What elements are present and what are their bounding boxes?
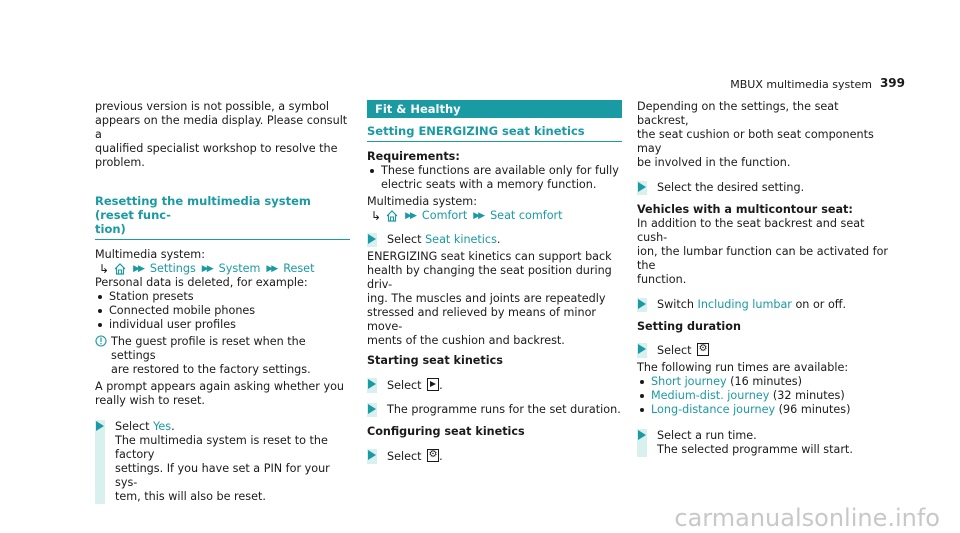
step-arrow-icon [638,299,646,309]
option-short-journey: Short journey [651,375,727,388]
page-number: 399 [879,76,905,90]
prompt-line: really wish to reset. [95,394,205,407]
chevron-right-icon: ▶▶ [266,264,277,274]
step-text: Select [657,344,696,357]
option-medium-journey: Medium-dist. journey [651,389,770,402]
body-line: ing. The muscles and joints are repeatedly [367,292,606,305]
configuring-heading: Configuring seat kinetics [367,425,525,438]
chevron-right-icon: ▶▶ [405,211,415,221]
menu-path [367,209,622,223]
step-line [387,449,622,464]
step-line [657,343,892,358]
path-arrow-icon: ↳ [99,262,110,276]
list-item: individual user profiles [95,318,350,332]
step-text: . [439,379,443,392]
personal-data-text: Personal data is deleted, for example: [95,276,308,289]
step-line: The programme runs for the set duration. [387,403,621,416]
intro-line: be involved in the function. [637,156,791,169]
step [367,449,622,464]
run-time-list [637,375,892,417]
requirements-list [367,164,622,192]
list-item [367,164,622,192]
intro-line: qualified specialist workshop to resolve the [95,142,338,155]
column-1 [95,100,350,504]
intro-line: appears on the media display. Please consult a [95,114,348,141]
reset-heading [95,194,350,240]
step-body-line: The selected programme will start. [657,443,853,456]
body-line: In addition to the seat backrest and seat cush- [637,217,865,244]
reset-heading-line: Resetting the multimedia system (reset func- [95,194,311,222]
req-line: These functions are available only for fully [381,164,619,177]
body-line: stressed and relieved by means of minor move- [367,306,597,333]
step-arrow-icon [368,379,376,389]
energizing-heading: Setting ENERGIZING seat kinetics [367,124,622,142]
body-line: ENERGIZING seat kinetics can support back [367,250,612,263]
settings-gear-icon: ⚙ [698,343,708,354]
path-label: Multimedia system: [367,195,477,208]
step-arrow-icon [638,344,646,354]
list-item [637,403,892,417]
option-detail: (32 minutes) [769,389,845,402]
column-3 [637,100,892,457]
list-item: Station presets [95,290,350,304]
step-arrow-icon [368,234,376,244]
option-seat-kinetics: Seat kinetics [425,233,497,246]
body-line: ion, the lumbar function can be activated for the [637,245,889,272]
step-text: Select [115,420,154,433]
step [637,298,892,312]
note-line: are restored to the factory settings. [111,363,311,376]
step-text: . [496,233,501,246]
step-line [657,298,892,312]
note [95,335,350,377]
list-item: Connected mobile phones [95,304,350,318]
duration-heading: Setting duration [637,320,741,333]
prompt-line: A prompt appears again asking whether you [95,380,345,393]
home-icon [113,262,127,276]
step-text: . [439,450,443,463]
step-arrow-icon [638,430,646,440]
body-line: ments of the cushion and backrest. [367,334,565,347]
step-line [115,420,350,434]
option-yes: Yes [153,420,172,433]
step-body-line: The multimedia system is reset to the factory [115,434,328,461]
step-line [387,233,622,247]
run-times-intro: The following run times are available: [637,361,849,374]
section-bar: Fit & Healthy [367,100,622,118]
running-header-title: MBUX multimedia system [730,78,872,91]
step [95,420,350,504]
body-line: function. [637,273,687,286]
chevron-right-icon: ▶▶ [133,264,143,274]
step-text: Select [387,233,426,246]
path-item-settings: Settings [149,262,196,275]
step [637,181,892,195]
step-line: Select the desired setting. [657,181,805,194]
option-including-lumbar: Including lumbar [697,298,792,311]
home-icon [385,209,399,223]
multicontour-heading: Vehicles with a multicontour seat: [637,203,853,216]
step-arrow-icon [368,404,376,414]
chevron-right-icon: ▶▶ [473,211,484,221]
intro-line: previous version is not possible, a symbol [95,100,330,113]
note-line: The guest profile is reset when the settings [111,335,306,362]
path-item-comfort: Comfort [421,209,468,222]
step-body-line: tem, this will also be reset. [115,490,266,503]
option-long-journey: Long-distance journey [651,403,776,416]
step [367,378,622,393]
intro-line: the seat cushion or both seat components may [637,128,874,155]
settings-gear-icon: ⚙ [428,449,438,460]
play-icon [427,378,439,391]
step-line: Select a run time. [657,429,757,442]
path-item-reset: Reset [283,262,315,275]
watermark: carmanualsonline.info [674,504,940,532]
step-line [387,378,622,393]
intro-line: Depending on the settings, the seat backrest, [637,100,839,127]
step [367,403,622,417]
intro-line: problem. [95,156,145,169]
path-arrow-icon: ↳ [371,209,382,223]
path-item-seat-comfort: Seat comfort [490,209,563,222]
requirements-label: Requirements: [367,150,460,163]
step-body-line: settings. If you have set a PIN for your sys- [115,462,330,489]
starting-heading: Starting seat kinetics [367,354,503,367]
option-detail: (16 minutes) [726,375,802,388]
step-arrow-icon [96,421,104,431]
path-label: Multimedia system: [95,248,205,261]
reset-heading-line: tion) [95,222,126,236]
body-line: health by changing the seat position during driv- [367,264,612,291]
path-item-system: System [218,262,261,275]
step-text: on or off. [791,298,847,311]
step-text: Select [387,450,426,463]
step [367,233,622,247]
req-line: electric seats with a memory function. [381,178,597,191]
column-2 [367,100,622,464]
example-list [95,290,350,332]
step-arrow-icon [638,182,646,192]
step-arrow-icon [368,450,376,460]
step-text: Switch [657,298,698,311]
body-text [367,250,622,348]
list-item [637,375,892,389]
step-bar [95,420,105,504]
chevron-right-icon: ▶▶ [201,264,212,274]
info-icon [95,335,107,347]
list-item [637,389,892,403]
step-text: Select [387,379,426,392]
menu-path [95,262,350,276]
step-text: . [171,420,175,433]
step [637,429,892,457]
step [637,343,892,358]
option-detail: (96 minutes) [775,403,851,416]
